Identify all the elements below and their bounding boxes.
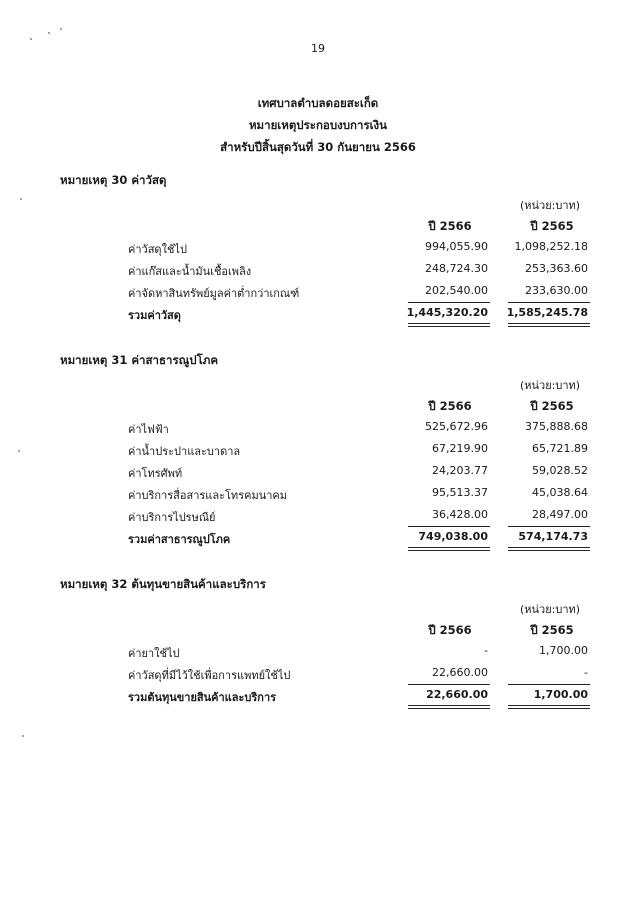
- scan-speck: [20, 198, 22, 200]
- scan-speck: [60, 28, 62, 30]
- report-period: สำหรับปีสิ้นสุดวันที่ 30 กันยายน 2566: [220, 140, 416, 154]
- note-title: หมายเหตุ 30 ค่าวัสดุ: [60, 173, 167, 187]
- unit-label: (หน่วย:บาท): [519, 603, 581, 616]
- note-title: หมายเหตุ 31 ค่าสาธารณูปโภค: [60, 353, 219, 367]
- value-2565: 375,888.68: [525, 420, 588, 433]
- subtotal-rule: [508, 302, 590, 303]
- value-2565: 233,630.00: [525, 284, 588, 297]
- table-row: [0, 284, 636, 304]
- row-label: ค่าวัสดุที่มีไว้ใช้เพื่อการแพทย์ใช้ไป: [128, 669, 291, 682]
- note-title: หมายเหตุ 32 ต้นทุนขายสินค้าและบริการ: [60, 577, 266, 591]
- report-header: [0, 92, 636, 158]
- subtotal-rule: [508, 526, 590, 527]
- value-2566: 994,055.90: [425, 240, 488, 253]
- value-2565: 65,721.89: [532, 442, 588, 455]
- value-2565: 28,497.00: [532, 508, 588, 521]
- total-2565: 574,174.73: [518, 530, 588, 543]
- table-row: [0, 486, 636, 506]
- row-label: ค่าโทรศัพท์: [128, 467, 183, 480]
- total-2566: 749,038.00: [418, 530, 488, 543]
- column-header-2566: ปี 2566: [428, 623, 472, 637]
- column-header-2566: ปี 2566: [428, 399, 472, 413]
- total-2565: 1,585,245.78: [506, 306, 588, 319]
- value-2565: -: [584, 666, 588, 679]
- table-row: [0, 262, 636, 282]
- scan-speck: [48, 32, 50, 34]
- total-2566: 1,445,320.20: [406, 306, 488, 319]
- total-label: รวมต้นทุนขายสินค้าและบริการ: [128, 691, 277, 704]
- row-label: ค่าบริการไปรษณีย์: [128, 511, 216, 524]
- table-row: [0, 420, 636, 440]
- unit-label: (หน่วย:บาท): [519, 379, 581, 392]
- report-title: หมายเหตุประกอบงบการเงิน: [248, 118, 388, 132]
- table-row: [0, 442, 636, 462]
- scan-speck: [22, 735, 24, 737]
- table-row: [0, 464, 636, 484]
- row-label: ค่าน้ำประปาและบาดาล: [128, 445, 241, 458]
- total-double-rule: [508, 547, 590, 551]
- value-2565: 253,363.60: [525, 262, 588, 275]
- total-double-rule: [408, 705, 490, 709]
- row-label: ค่าไฟฟ้า: [128, 423, 169, 436]
- row-label: ค่าบริการสื่อสารและโทรคมนาคม: [128, 489, 288, 502]
- value-2565: 45,038.64: [532, 486, 588, 499]
- subtotal-rule: [508, 684, 590, 685]
- value-2566: 22,660.00: [432, 666, 488, 679]
- value-2566: 248,724.30: [425, 262, 488, 275]
- value-2566: 202,540.00: [425, 284, 488, 297]
- column-header-2565: ปี 2565: [530, 219, 574, 233]
- column-header-2565: ปี 2565: [530, 399, 574, 413]
- total-double-rule: [408, 547, 490, 551]
- organization-name: เทศบาลตำบลดอยสะเก็ด: [257, 96, 379, 110]
- table-row: [0, 240, 636, 260]
- table-row: [0, 644, 636, 664]
- row-label: ค่ายาใช้ไป: [128, 647, 180, 660]
- unit-label: (หน่วย:บาท): [519, 199, 581, 212]
- subtotal-rule: [408, 684, 490, 685]
- value-2566: 36,428.00: [432, 508, 488, 521]
- value-2566: 525,672.96: [425, 420, 488, 433]
- column-header-2565: ปี 2565: [530, 623, 574, 637]
- total-2566: 22,660.00: [426, 688, 488, 701]
- value-2566: 24,203.77: [432, 464, 488, 477]
- total-label: รวมค่าวัสดุ: [128, 309, 181, 322]
- value-2566: 67,219.90: [432, 442, 488, 455]
- table-row: [0, 508, 636, 528]
- value-2566: -: [484, 644, 488, 657]
- total-double-rule: [508, 705, 590, 709]
- scan-speck: [18, 450, 20, 452]
- total-label: รวมค่าสาธารณูปโภค: [128, 533, 231, 546]
- value-2566: 95,513.37: [432, 486, 488, 499]
- total-2565: 1,700.00: [533, 688, 588, 701]
- page-number: 19: [311, 42, 325, 55]
- value-2565: 1,098,252.18: [514, 240, 588, 253]
- column-header-2566: ปี 2566: [428, 219, 472, 233]
- subtotal-rule: [408, 526, 490, 527]
- total-double-rule: [408, 323, 490, 327]
- total-double-rule: [508, 323, 590, 327]
- row-label: ค่าแก๊สและน้ำมันเชื้อเพลิง: [128, 265, 252, 278]
- row-label: ค่าจัดหาสินทรัพย์มูลค่าต่ำกว่าเกณฑ์: [128, 287, 300, 300]
- value-2565: 59,028.52: [532, 464, 588, 477]
- value-2565: 1,700.00: [539, 644, 588, 657]
- subtotal-rule: [408, 302, 490, 303]
- scan-speck: [30, 38, 32, 40]
- row-label: ค่าวัสดุใช้ไป: [128, 243, 187, 256]
- table-row: [0, 666, 636, 686]
